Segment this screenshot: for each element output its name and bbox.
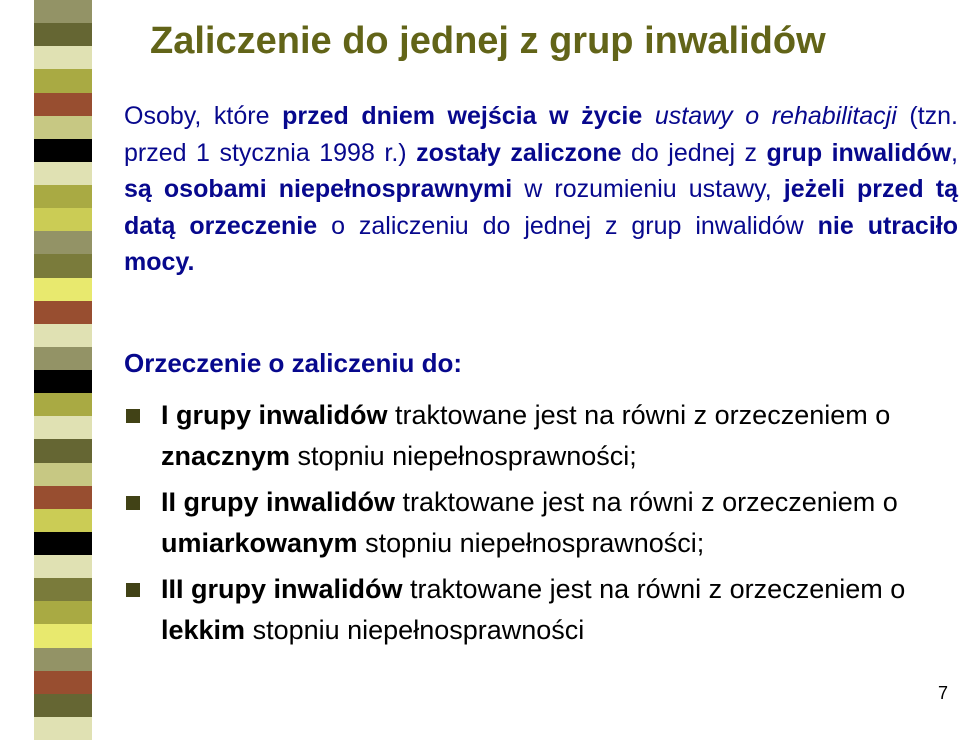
intro-bold-2: zostały zaliczone [416, 138, 622, 167]
bullet-lead: III grupy inwalidów [161, 574, 403, 604]
stripe-segment [34, 139, 92, 162]
page-number: 7 [938, 683, 949, 703]
stripe-segment [34, 648, 92, 671]
intro-text-5: , [951, 138, 958, 167]
bullet-list [124, 395, 934, 656]
bullet-tail: stopniu niepełnosprawności [245, 615, 585, 645]
stripe-segment [34, 324, 92, 347]
intro-text-3: (tzn. przed 1 stycznia 1998 r.) [124, 102, 958, 167]
bullet-tail: stopniu niepełnosprawności; [357, 528, 705, 558]
stripe-segment [34, 0, 92, 23]
stripe-segment [34, 278, 92, 301]
stripe-segment [34, 347, 92, 370]
stripe-segment [34, 93, 92, 116]
bullet-item-group-1 [124, 395, 934, 477]
square-bullet-icon [126, 583, 140, 597]
intro-text-1: Osoby, które [124, 102, 283, 130]
intro-text-6: w rozumieniu ustawy, [512, 175, 784, 203]
bullet-text: traktowane jest na równi z orzeczeniem o [395, 487, 898, 517]
stripe-segment [34, 162, 92, 185]
stripe-segment [34, 185, 92, 208]
stripe-segment [34, 486, 92, 509]
bullet-tail: stopniu niepełnosprawności; [290, 441, 637, 471]
stripe-segment [34, 601, 92, 624]
stripe-segment [34, 69, 92, 92]
stripe-segment [34, 23, 92, 46]
bullet-lead: II grupy inwalidów [161, 487, 396, 517]
bullet-text: traktowane jest na równi z orzeczeniem o [402, 574, 906, 604]
stripe-segment [34, 46, 92, 69]
stripe-segment [34, 301, 92, 324]
stripe-segment [34, 555, 92, 578]
stripe-segment [34, 254, 92, 277]
stripe-segment [34, 370, 92, 393]
bullet-degree: umiarkowanym [161, 528, 358, 558]
intro-bold-4: są osobami niepełnosprawnymi [124, 175, 513, 203]
stripe-segment [34, 393, 92, 416]
bullet-degree: lekkim [161, 615, 246, 645]
stripe-segment [34, 624, 92, 647]
stripe-segment [34, 671, 92, 694]
bullet-lead: I grupy inwalidów [161, 400, 388, 430]
stripe-segment [34, 578, 92, 601]
bullet-item-group-2 [124, 482, 934, 564]
intro-italic-act-name: ustawy o rehabilitacji [654, 102, 897, 130]
stripe-segment [34, 509, 92, 532]
stripe-segment [34, 532, 92, 555]
intro-bold-1: przed dniem wejścia w życie [282, 102, 643, 130]
square-bullet-icon [126, 496, 140, 510]
intro-text-4: do jednej z [621, 138, 767, 167]
intro-text-7: o zaliczeniu do jednej z grup inwalidów [317, 211, 818, 240]
intro-bold-3: grup inwalidów [766, 138, 952, 167]
stripe-segment [34, 116, 92, 139]
stripe-segment [34, 416, 92, 439]
bullet-degree: znacznym [161, 441, 291, 471]
stripe-segment [34, 231, 92, 254]
stripe-segment [34, 694, 92, 717]
section-heading: Orzeczenie o zaliczeniu do: [124, 348, 463, 378]
intro-bold-6: nie utraciło mocy. [124, 211, 958, 276]
bullet-text: traktowane jest na równi z orzeczeniem o [387, 400, 891, 430]
bullet-item-group-3 [124, 569, 934, 651]
stripe-segment [34, 439, 92, 462]
stripe-segment [34, 463, 92, 486]
square-bullet-icon [126, 409, 140, 423]
decorative-stripe-bar [34, 0, 92, 740]
intro-text-2 [642, 102, 655, 130]
slide-title: Zaliczenie do jednej z grup inwalidów [150, 20, 826, 62]
intro-bold-5: jeżeli przed tą datą orzeczenie [124, 175, 958, 240]
stripe-segment [34, 717, 92, 740]
intro-paragraph [124, 98, 958, 281]
stripe-segment [34, 208, 92, 231]
